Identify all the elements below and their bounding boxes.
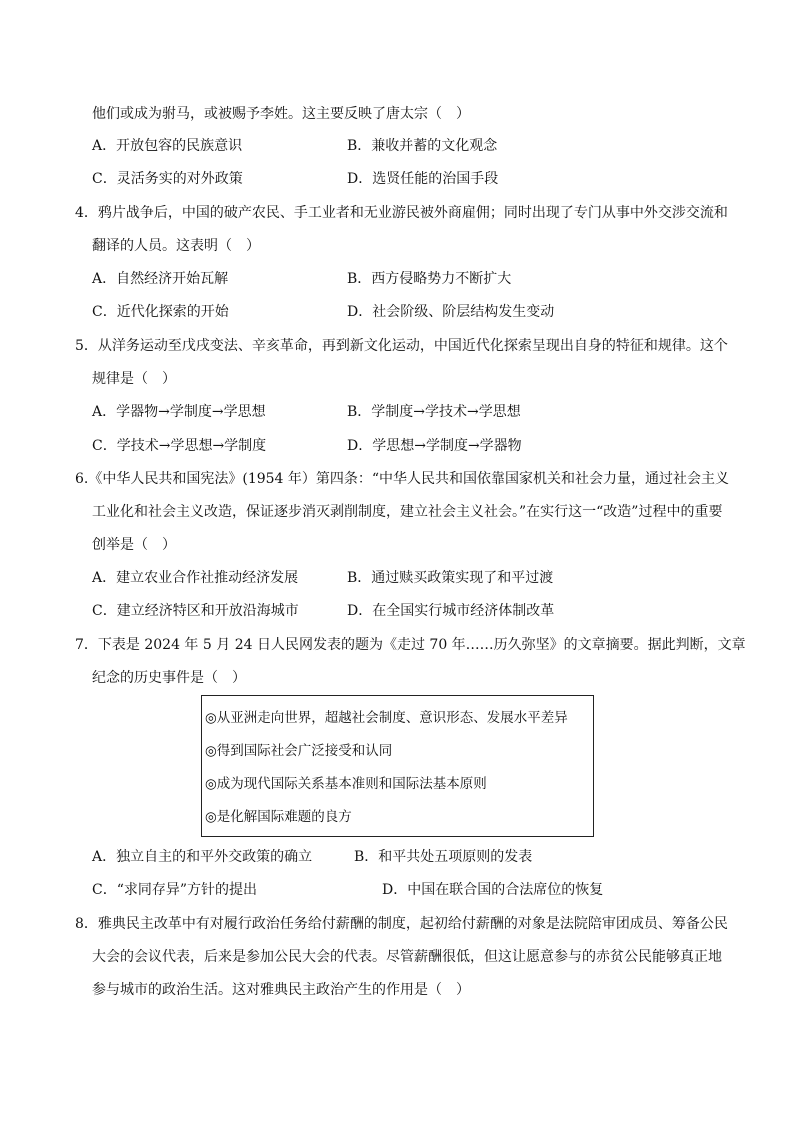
q7-option-a: A．独立自主的和平外交政策的确立 [92,849,313,865]
q3-option-b: B．兼收并蓄的文化观念 [347,138,498,154]
q7-option-d: D．中国在联合国的合法席位的恢复 [382,882,604,898]
q6-stem-line-1: 6.《中华人民共和国宪法》(1954 年）第四条：“中华人民共和国依靠国家机关和社会力量，通过社会主义 [75,471,730,487]
q7-option-b: B．和平共处五项原则的发表 [354,849,533,865]
q6-stem-line-3: 创举是（ ） [92,537,176,553]
q5-stem-line-2: 规律是（ ） [92,371,176,387]
q6-option-c: C．建立经济特区和开放沿海城市 [92,603,299,619]
q5-stem-line-1: 5．从洋务运动至戊戌变法、辛亥革命，再到新文化运动，中国近代化探索呈现出自身的特征和规律。这个 [75,338,728,354]
q5-option-c: C．学技术→学思想→学制度 [92,438,267,454]
q3-stem: 他们或成为驸马，或被赐予李姓。这主要反映了唐太宗（ ） [92,106,470,122]
q4-option-c: C．近代化探索的开始 [92,304,229,320]
q5-option-d: D．学思想→学制度→学器物 [347,438,522,454]
q8-stem-line-3: 参与城市的政治生活。这对雅典民主政治产生的作用是（ ） [92,982,470,998]
q4-option-a: A．自然经济开始瓦解 [92,271,229,287]
q4-option-b: B．西方侵略势力不断扩大 [347,271,512,287]
q4-stem-line-1: 4．鸦片战争后，中国的破产农民、手工业者和无业游民被外商雇佣；同时出现了专门从事中外交涉交流和 [75,205,728,221]
q6-option-a: A．建立农业合作社推动经济发展 [92,570,299,586]
q7-table-item: ◎成为现代国际关系基本准则和国际法基本原则 [205,776,487,792]
q6-option-b: B．通过赎买政策实现了和平过渡 [347,570,554,586]
q3-option-a: A．开放包容的民族意识 [92,138,243,154]
q3-option-d: D．选贤任能的治国手段 [347,171,499,187]
q5-option-a: A．学器物→学制度→学思想 [92,404,266,420]
q6-stem-line-2: 工业化和社会主义改造，保证逐步消灭剥削制度，建立社会主义社会。”在实行这一“改造”过程中的重要 [92,504,723,520]
q7-option-c: C．“求同存异”方针的提出 [92,882,258,898]
q4-stem-line-2: 翻译的人员。这表明（ ） [92,238,260,254]
q7-table-item: ◎是化解国际难题的良方 [205,809,352,825]
q5-option-b: B．学制度→学技术→学思想 [347,404,521,420]
q6-option-d: D．在全国实行城市经济体制改革 [347,603,555,619]
q7-stem-line-1: 7．下表是 2024 年 5 月 24 日人民网发表的题为《走过 70 年……历久弥坚》的文章摘要。据此判断，文章 [75,637,746,653]
q8-stem-line-2: 大会的会议代表，后来是参加公民大会的代表。尽管薪酬很低，但这让愿意参与的赤贫公民能够真正地 [92,949,722,965]
q7-table-item: ◎得到国际社会广泛接受和认同 [205,743,393,759]
q7-table-item: ◎从亚洲走向世界，超越社会制度、意识形态、发展水平差异 [205,710,568,726]
q4-option-d: D．社会阶级、阶层结构发生变动 [347,304,555,320]
q7-stem-line-2: 纪念的历史事件是（ ） [92,670,246,686]
q8-stem-line-1: 8．雅典民主改革中有对履行政治任务给付薪酬的制度，起初给付薪酬的对象是法院陪审团成员、筹备公民 [75,916,728,932]
q3-option-c: C．灵活务实的对外政策 [92,171,243,187]
